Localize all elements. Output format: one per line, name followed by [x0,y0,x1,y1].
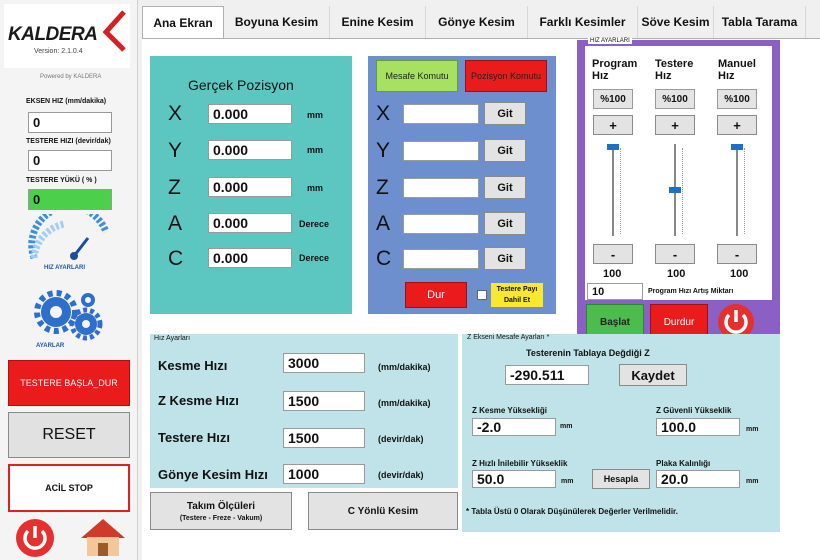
goto-axis-x: X [376,102,391,125]
z-guvenli-label: Z Güvenli Yükseklik [656,406,732,415]
logo-mark-icon [100,10,130,52]
brand-version: Version: 2.1.0.4 [34,48,83,55]
pos-z-field: 0.000 [208,177,292,197]
manuel-hiz-plus-button[interactable]: + [717,115,757,135]
home-icon [78,516,128,558]
durdur-button[interactable]: Durdur [650,304,708,340]
gears-icon [28,290,110,342]
testere-hizi-label: Testere Hızı [158,430,231,445]
z-kesme-hizi-field[interactable]: 1500 [283,391,365,411]
c-yonlu-kesim-button[interactable]: C Yönlü Kesim [308,492,458,530]
manuel-hiz-slider-thumb[interactable] [731,144,743,150]
program-hiz-value: 100 [603,268,622,280]
program-hiz-slider-track[interactable] [612,144,614,236]
z-panel-title: Z Ekseni Mesafe Ayarları * [467,334,550,341]
testere-hiz-value: 100 [667,268,686,280]
tab-sove-kesim[interactable]: Söve Kesim [638,6,714,38]
git-a-button[interactable]: Git [484,212,526,235]
z-hizli-label: Z Hızlı İnilebilir Yükseklik [472,459,568,468]
program-hiz-slider-thumb[interactable] [607,144,619,150]
sidebar [0,0,138,560]
manuel-hiz-minus-button[interactable]: - [717,244,757,264]
kesme-hizi-label: Kesme Hızı [158,358,228,373]
program-hiz-percent: %100 [593,89,633,109]
manuel-hiz-value: 100 [730,268,749,280]
goto-axis-z: Z [376,176,389,199]
pozisyon-komutu-button[interactable]: Pozisyon Komutu [465,60,547,92]
git-z-button[interactable]: Git [484,176,526,199]
hiz-ayarlari-label: HIZ AYARLARI [44,265,86,271]
tab-tabla-tarama[interactable]: Tabla Tarama [714,6,806,38]
testere-hiz-label: TESTERE HIZI (devir/dak) [26,138,111,145]
hiz-ayarlari-button[interactable] [24,214,116,276]
manuel-hiz-slider-track[interactable] [736,144,738,236]
hiz-panel-title: Hız Ayarları [154,335,191,342]
testere-hiz-minus-button[interactable]: - [655,244,695,264]
pos-c-unit: Derece [299,253,330,263]
z-kesme-hizi-unit: (mm/dakika) [378,398,431,408]
testere-yuk-field: 0 [28,189,112,210]
takim-olculeri-button[interactable] [150,492,292,530]
manuel-hiz-percent: %100 [717,89,757,109]
testere-hiz-field[interactable]: 0 [28,150,112,171]
pos-x-unit: mm [307,110,324,120]
pos-a-unit: Derece [299,219,330,229]
gonye-kesim-hizi-field[interactable]: 1000 [283,464,365,484]
goto-y-field[interactable] [403,141,479,161]
goto-axis-a: A [376,212,391,235]
pos-c-field: 0.000 [208,248,292,268]
plaka-unit: mm [746,478,759,485]
testere-payi-checkbox[interactable] [477,290,487,300]
z-kesme-unit: mm [560,423,573,430]
takim-olculeri-line1: Takım Ölçüleri [186,500,256,512]
goto-x-field[interactable] [403,104,479,124]
hesapla-button[interactable]: Hesapla [592,469,650,489]
goto-c-field[interactable] [403,249,479,269]
tab-enine-kesim[interactable]: Enine Kesim [330,6,426,38]
tab-gonye-kesim[interactable]: Gönye Kesim [426,6,528,38]
testere-hiz-title: Testere Hız [655,58,694,82]
eksen-hiz-label: EKSEN HIZ (mm/dakika) [26,98,107,105]
power-icon [14,518,56,558]
git-c-button[interactable]: Git [484,247,526,270]
testere-basla-button[interactable]: TESTERE BAŞLA_DUR [8,360,130,406]
power-button[interactable] [14,518,56,558]
ayarlar-button[interactable] [28,290,110,352]
git-y-button[interactable]: Git [484,139,526,162]
testere-hiz-slider-thumb[interactable] [669,187,681,193]
z-hizli-field[interactable]: 50.0 [472,470,556,488]
z-panel-subtitle: Testerenin Tablaya Değdiği Z [526,348,650,358]
z-kesme-field[interactable]: -2.0 [472,418,556,436]
program-hiz-plus-button[interactable]: + [593,115,633,135]
eksen-hiz-field[interactable]: 0 [28,112,112,133]
tabla-z-field[interactable]: -290.511 [505,365,589,385]
testere-yuk-label: TESTERE YÜKÜ ( % ) [26,177,97,184]
mesafe-komutu-button[interactable]: Mesafe Komutu [376,60,458,92]
manuel-hiz-ticks [744,148,750,234]
tab-boyuna-kesim[interactable]: Boyuna Kesim [224,6,330,38]
ayarlar-label: AYARLAR [36,343,65,349]
powered-by: Powered by KALDERA [40,74,102,80]
reset-button[interactable]: RESET [8,412,130,458]
z-note: * Tabla Üstü 0 Olarak Düşünülerek Değerler Verilmelidir. [466,507,678,516]
brand-logo [4,4,130,68]
acil-stop-button[interactable]: ACİL STOP [8,464,130,512]
testere-hizi-field[interactable]: 1500 [283,428,365,448]
increment-label: Program Hızı Artış Miktarı [648,288,734,295]
pos-y-field: 0.000 [208,140,292,160]
git-x-button[interactable]: Git [484,102,526,125]
dur-button[interactable]: Dur [405,282,467,308]
manuel-hiz-title: Manuel Hız [718,58,756,82]
pos-a-field: 0.000 [208,213,292,233]
testere-hizi-unit: (devir/dak) [378,434,424,444]
pos-z-unit: mm [307,183,324,193]
kaydet-button[interactable]: Kaydet [619,364,687,386]
gonye-kesim-hizi-label: Gönye Kesim Hızı [158,467,268,482]
tab-ana-ekran[interactable]: Ana Ekran [142,6,224,38]
program-hiz-minus-button[interactable]: - [593,244,633,264]
z-guvenli-field[interactable]: 100.0 [656,418,740,436]
gonye-kesim-hizi-unit: (devir/dak) [378,470,424,480]
kesme-hizi-unit: (mm/dakika) [378,362,431,372]
pos-y-unit: mm [307,145,324,155]
kesme-hizi-field[interactable]: 3000 [283,353,365,373]
increment-field[interactable]: 10 [587,283,643,300]
plaka-label: Plaka Kalınlığı [656,459,711,468]
z-kesme-label: Z Kesme Yüksekliği [472,406,547,415]
baslat-button[interactable]: Başlat [586,304,644,340]
pos-axis-x: X [168,102,183,125]
pos-axis-z: Z [168,176,181,199]
pos-axis-c: C [168,247,184,270]
z-guvenli-unit: mm [746,426,759,433]
home-button[interactable] [78,516,128,558]
z-hizli-unit: mm [561,478,574,485]
speed-title: HIZ AYARLARI [590,38,630,44]
tab-farkli-kesimler[interactable]: Farklı Kesimler [528,6,638,38]
goto-a-field[interactable] [403,214,479,234]
goto-z-field[interactable] [403,178,479,198]
brand-name: KALDERA [8,24,98,45]
plaka-field[interactable]: 20.0 [656,470,740,488]
position-title: Gerçek Pozisyon [188,77,294,93]
testere-hiz-percent: %100 [655,89,695,109]
pos-axis-a: A [168,212,183,235]
goto-axis-c: C [376,247,392,270]
program-hiz-ticks [620,148,626,234]
speedometer-icon [24,214,116,264]
testere-hiz-plus-button[interactable]: + [655,115,695,135]
goto-axis-y: Y [376,139,391,162]
pos-axis-y: Y [168,139,183,162]
program-hiz-title: Program Hız [592,58,638,82]
testere-hiz-ticks [682,148,688,234]
takim-olculeri-line2: (Testere - Freze - Vakum) [179,514,263,522]
testere-payi-label: Testere Payı Dahil Et [491,283,543,307]
z-kesme-hizi-label: Z Kesme Hızı [158,393,239,408]
pos-x-field: 0.000 [208,104,292,124]
